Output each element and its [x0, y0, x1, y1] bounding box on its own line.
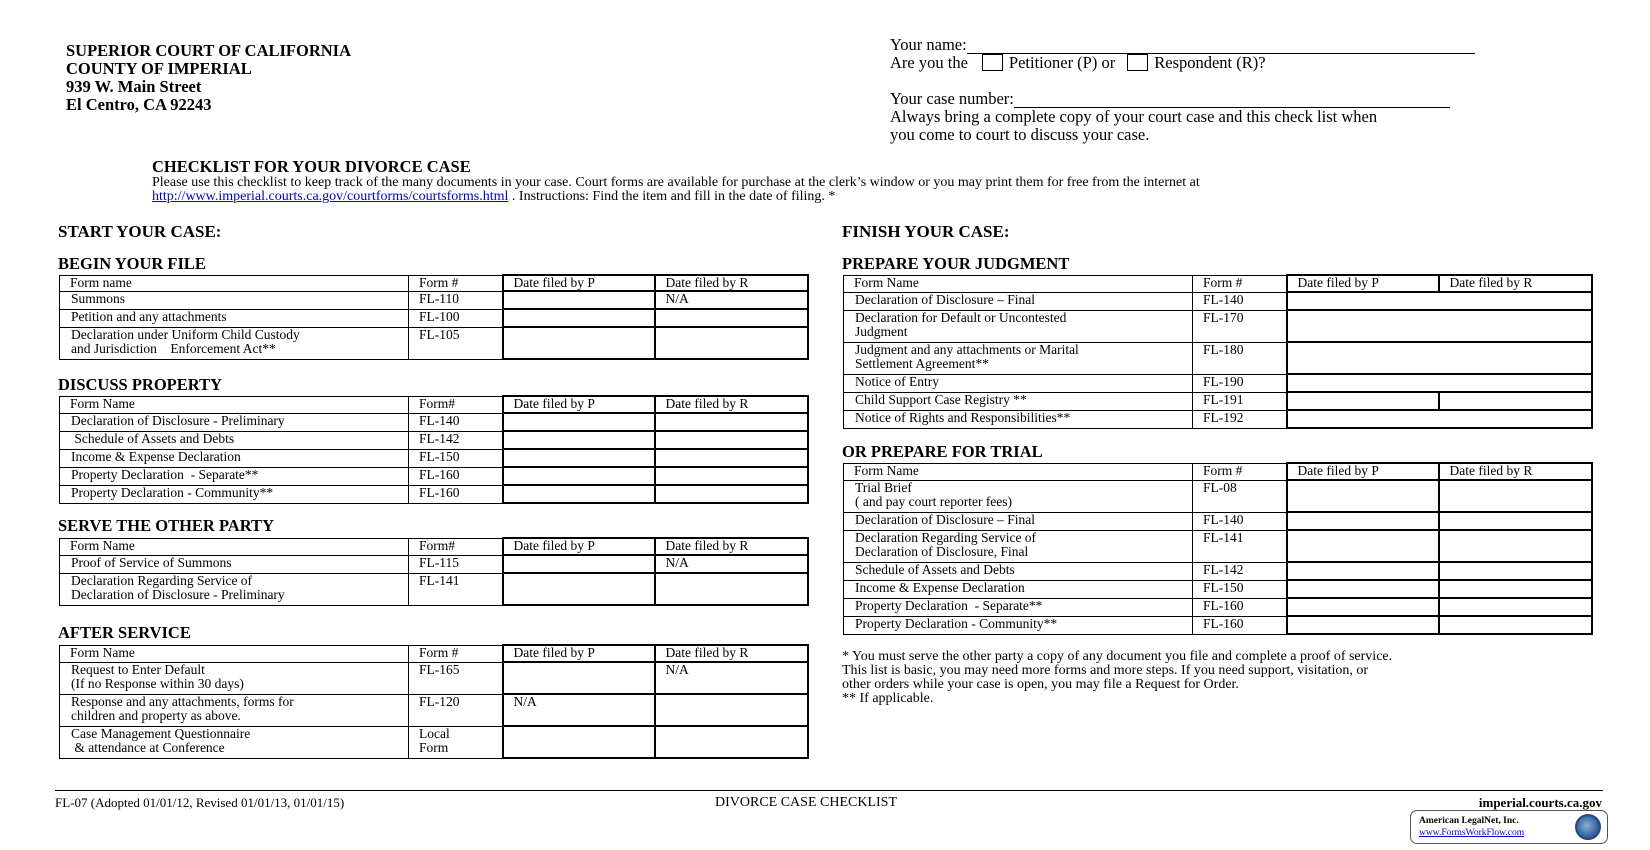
date-filed-p-cell[interactable]	[503, 431, 655, 449]
date-filed-p-cell[interactable]	[503, 449, 655, 467]
form-name-line: Declaration of Disclosure – Final	[855, 291, 1035, 307]
table-row	[60, 413, 808, 431]
form-name-line: Declaration Regarding Service of	[855, 529, 1037, 545]
form-name-cell	[844, 410, 1193, 428]
date-filed-p-cell[interactable]	[503, 327, 655, 359]
form-name-cell	[844, 530, 1193, 562]
form-name-line: and Jurisdiction Enforcement Act**	[71, 340, 276, 356]
form-name-line: Declaration Regarding Service of	[71, 572, 253, 588]
form-number-line: FL-192	[1203, 409, 1244, 425]
form-name-line: Judgment	[855, 323, 908, 339]
date-filed-r-cell[interactable]	[655, 694, 808, 726]
date-filed-r-cell[interactable]	[655, 413, 808, 431]
form-number-line: FL-150	[419, 448, 460, 464]
date-filed-cell[interactable]	[1287, 292, 1592, 310]
form-name-cell	[60, 467, 409, 485]
form-number-header: Form #	[409, 275, 503, 291]
date-filed-p-cell[interactable]	[503, 291, 655, 309]
form-number-line: FL-165	[419, 661, 460, 677]
court-county: COUNTY OF IMPERIAL	[66, 59, 252, 78]
form-number-cell	[409, 413, 503, 431]
date-filed-r-cell[interactable]	[1439, 480, 1592, 512]
table-header-row	[60, 645, 808, 662]
form-name-line: Declaration of Disclosure - Preliminary	[71, 586, 285, 602]
form-number-line: FL-160	[1203, 615, 1244, 631]
form-name-header: Form Name	[60, 645, 409, 662]
table-header-row	[844, 463, 1592, 480]
form-name-cell	[60, 431, 409, 449]
form-name-cell	[60, 726, 409, 758]
form-name-line: Declaration for Default or Uncontested	[855, 309, 1067, 325]
respondent-checkbox[interactable]	[1127, 54, 1148, 71]
form-number-line: FL-105	[419, 326, 460, 342]
form-name-line: Property Declaration - Community**	[71, 484, 274, 500]
date-filed-p-header: Date filed by P	[1287, 463, 1439, 480]
table-row	[844, 310, 1592, 342]
note-orders: other orders while your case is open, you may file a Request for Order.	[842, 677, 1239, 692]
form-name-cell	[844, 616, 1193, 634]
form-number-cell	[409, 662, 503, 694]
form-number-cell	[409, 467, 503, 485]
date-filed-p-cell[interactable]	[503, 555, 655, 573]
table-row	[60, 291, 808, 309]
party-question: Are you the	[890, 53, 968, 72]
table-row	[844, 374, 1592, 392]
form-number-cell	[409, 291, 503, 309]
form-number-header: Form #	[409, 645, 503, 662]
form-name-header: Form Name	[60, 396, 409, 413]
form-name-cell	[60, 485, 409, 503]
form-name-cell	[844, 392, 1193, 410]
form-name-header: Form Name	[844, 275, 1193, 292]
after-service-table	[59, 644, 809, 759]
date-filed-r-header: Date filed by R	[1439, 275, 1592, 292]
form-number-line: FL-150	[1203, 579, 1244, 595]
date-filed-cell[interactable]	[1287, 410, 1592, 428]
form-number-line: FL-142	[1203, 561, 1244, 577]
table-row	[844, 292, 1592, 310]
footnotes	[842, 650, 1602, 706]
form-name-header: Form Name	[844, 463, 1193, 480]
table-header-row	[60, 538, 808, 555]
form-name-cell	[844, 292, 1193, 310]
form-name-cell	[844, 310, 1193, 342]
form-number-line: FL-140	[419, 412, 460, 428]
date-filed-p-cell[interactable]	[1287, 580, 1439, 598]
form-name-line: ( and pay court reporter fees)	[855, 493, 1013, 509]
table-row	[844, 530, 1592, 562]
intro-text: Please use this checklist to keep track of the many documents in your case. Court forms are available for purchase at the clerk’s window or you may print them for free from the internet at	[152, 174, 1200, 190]
form-number-line: Local	[419, 725, 450, 741]
date-filed-r-cell[interactable]	[655, 431, 808, 449]
date-filed-p-cell[interactable]	[1287, 562, 1439, 580]
date-filed-r-cell[interactable]	[1439, 392, 1592, 410]
form-number-cell	[409, 485, 503, 503]
footer-website: imperial.courts.ca.gov	[1478, 795, 1602, 810]
logo-company-name: American LegalNet, Inc.	[1419, 816, 1519, 826]
begin-file-title: BEGIN YOUR FILE	[58, 254, 206, 273]
form-name-cell	[844, 374, 1193, 392]
form-name-line: Child Support Case Registry **	[855, 391, 1027, 407]
date-filed-p-cell[interactable]	[503, 485, 655, 503]
date-filed-cell[interactable]	[1287, 374, 1592, 392]
form-number-line: FL-08	[1203, 479, 1237, 495]
date-filed-r-cell[interactable]	[655, 573, 808, 605]
start-case-heading: START YOUR CASE:	[58, 222, 222, 241]
table-row	[60, 449, 808, 467]
form-number-cell	[1193, 562, 1287, 580]
date-filed-cell[interactable]	[1287, 310, 1592, 342]
form-name-line: Schedule of Assets and Debts	[855, 561, 1015, 577]
date-filed-p-cell[interactable]	[1287, 598, 1439, 616]
date-filed-r-header: Date filed by R	[1439, 463, 1592, 480]
form-name-line: Judgment and any attachments or Marital	[855, 341, 1079, 357]
form-number-header: Form#	[409, 538, 503, 555]
form-number-cell	[1193, 392, 1287, 410]
form-number-header: Form #	[1193, 463, 1287, 480]
date-filed-p-header: Date filed by P	[503, 645, 655, 662]
form-name-line: Property Declaration - Separate**	[71, 466, 259, 482]
table-row	[844, 598, 1592, 616]
begin-file-table	[59, 274, 809, 360]
case-number-label: Your case number:	[890, 89, 1014, 108]
form-name-line: Declaration of Disclosure - Preliminary	[71, 412, 285, 428]
form-name-cell	[844, 342, 1193, 374]
form-name-cell	[60, 694, 409, 726]
form-number-cell	[1193, 530, 1287, 562]
form-name-line: Notice of Entry	[855, 373, 939, 389]
form-revision: FL-07 (Adopted 01/01/12, Revised 01/01/13, 01/01/15)	[55, 795, 345, 810]
court-name: SUPERIOR COURT OF CALIFORNIA	[66, 41, 351, 60]
form-number-line: FL-160	[419, 466, 460, 482]
court-city: El Centro, CA 92243	[66, 95, 212, 114]
form-number-line: FL-140	[1203, 511, 1244, 527]
form-name-line: Income & Expense Declaration	[71, 448, 241, 464]
date-filed-r-cell[interactable]	[1439, 562, 1592, 580]
date-filed-p-cell[interactable]	[1287, 392, 1439, 410]
table-row	[60, 467, 808, 485]
table-row	[60, 694, 808, 726]
date-filed-r-cell[interactable]	[655, 327, 808, 359]
form-name-line: Proof of Service of Summons	[71, 554, 232, 570]
form-name-line: Summons	[71, 290, 126, 306]
form-name-line: Request to Enter Default	[71, 661, 205, 677]
table-row	[844, 392, 1592, 410]
form-name-line: Declaration of Disclosure – Final	[855, 511, 1035, 527]
form-name-cell	[844, 512, 1193, 530]
case-info	[890, 36, 1590, 144]
date-filed-p-cell[interactable]	[503, 413, 655, 431]
form-number-cell	[409, 694, 503, 726]
note-serve: * You must serve the other party a copy of any document you file and complete a proof of service.	[842, 649, 1393, 664]
form-name-cell	[60, 327, 409, 359]
form-name-line: Declaration under Uniform Child Custody	[71, 326, 300, 342]
date-filed-r-cell[interactable]	[1439, 512, 1592, 530]
table-row	[844, 480, 1592, 512]
form-name-line: Settlement Agreement**	[855, 355, 989, 371]
date-filed-p-cell[interactable]: N/A	[503, 694, 655, 726]
table-row	[60, 431, 808, 449]
date-filed-r-header: Date filed by R	[655, 396, 808, 413]
prepare-judgment-table	[843, 274, 1593, 429]
name-field[interactable]	[967, 39, 1475, 54]
form-number-line: FL-115	[419, 554, 459, 570]
date-filed-r-header: Date filed by R	[655, 645, 808, 662]
form-name-cell	[60, 662, 409, 694]
discuss-property-title: DISCUSS PROPERTY	[58, 375, 222, 394]
form-name-line: Declaration of Disclosure, Final	[855, 543, 1029, 559]
date-filed-p-cell[interactable]	[503, 467, 655, 485]
form-number-cell	[1193, 480, 1287, 512]
form-name-cell	[60, 413, 409, 431]
table-row	[844, 410, 1592, 428]
court-address	[66, 42, 351, 114]
logo-url: www.FormsWorkFlow.com	[1419, 828, 1525, 838]
form-number-line: FL-100	[419, 308, 460, 324]
american-legalnet-logo[interactable]	[1410, 810, 1608, 844]
form-name-cell	[60, 449, 409, 467]
form-number-header: Form #	[1193, 275, 1287, 292]
date-filed-p-cell[interactable]	[503, 726, 655, 758]
form-name-cell	[844, 562, 1193, 580]
checklist-intro	[152, 157, 1602, 205]
date-filed-r-cell[interactable]	[655, 467, 808, 485]
table-row	[60, 573, 808, 605]
prepare-trial-title: OR PREPARE FOR TRIAL	[842, 442, 1043, 461]
form-name-line: Response and any attachments, forms for	[71, 693, 294, 709]
form-number-cell	[409, 449, 503, 467]
table-header-row	[844, 275, 1592, 292]
form-number-cell	[409, 327, 503, 359]
form-name-line: Property Declaration - Separate**	[855, 597, 1043, 613]
form-number-line: FL-190	[1203, 373, 1244, 389]
form-number-line: FL-120	[419, 693, 460, 709]
date-filed-r-cell[interactable]: N/A	[655, 662, 808, 694]
form-number-cell	[1193, 292, 1287, 310]
date-filed-r-cell[interactable]: N/A	[655, 555, 808, 573]
date-filed-p-cell[interactable]	[1287, 530, 1439, 562]
date-filed-p-cell[interactable]	[503, 309, 655, 327]
footer-title: DIVORCE CASE CHECKLIST	[715, 795, 898, 810]
table-row	[60, 309, 808, 327]
prepare-trial-table	[843, 462, 1593, 635]
form-name-header: Form name	[60, 275, 409, 291]
form-number-cell	[1193, 580, 1287, 598]
form-name-line: children and property as above.	[71, 707, 241, 723]
date-filed-p-header: Date filed by P	[503, 275, 655, 291]
date-filed-r-cell[interactable]	[1439, 616, 1592, 634]
table-row	[844, 342, 1592, 374]
court-street: 939 W. Main Street	[66, 77, 202, 96]
date-filed-r-cell[interactable]	[1439, 598, 1592, 616]
after-service-title: AFTER SERVICE	[58, 623, 191, 642]
form-number-cell	[409, 555, 503, 573]
respondent-label: Respondent (R)?	[1154, 53, 1266, 72]
table-row	[844, 562, 1592, 580]
date-filed-p-header: Date filed by P	[503, 396, 655, 413]
petitioner-label: Petitioner (P) or	[1008, 53, 1116, 72]
table-row	[60, 485, 808, 503]
serve-party-title: SERVE THE OTHER PARTY	[58, 516, 274, 535]
form-number-line: FL-170	[1203, 309, 1244, 325]
form-name-cell	[844, 480, 1193, 512]
date-filed-r-cell[interactable]	[1439, 530, 1592, 562]
form-number-line: Form	[419, 739, 449, 755]
form-name-line: & attendance at Conference	[71, 739, 225, 755]
form-number-line: FL-140	[1203, 291, 1244, 307]
form-number-line: FL-141	[419, 572, 460, 588]
form-number-cell	[1193, 374, 1287, 392]
date-filed-r-cell[interactable]	[655, 309, 808, 327]
form-name-cell	[60, 555, 409, 573]
date-filed-p-cell[interactable]	[503, 662, 655, 694]
globe-icon	[1575, 814, 1601, 840]
form-number-cell	[1193, 616, 1287, 634]
table-row	[844, 580, 1592, 598]
form-number-line: FL-191	[1203, 391, 1244, 407]
form-number-cell	[409, 726, 503, 758]
date-filed-cell[interactable]	[1287, 342, 1592, 374]
date-filed-r-cell[interactable]	[655, 485, 808, 503]
form-name-line: Income & Expense Declaration	[855, 579, 1025, 595]
form-number-cell	[409, 309, 503, 327]
table-header-row	[60, 275, 808, 291]
form-number-cell	[1193, 310, 1287, 342]
date-filed-r-cell[interactable]	[655, 449, 808, 467]
date-filed-p-cell[interactable]	[1287, 616, 1439, 634]
finish-case-heading: FINISH YOUR CASE:	[842, 222, 1010, 241]
form-number-line: FL-160	[419, 484, 460, 500]
form-number-line: FL-142	[419, 430, 460, 446]
form-name-cell	[60, 309, 409, 327]
date-filed-r-header: Date filed by R	[655, 275, 808, 291]
case-number-field[interactable]	[1014, 93, 1450, 108]
serve-party-table	[59, 537, 809, 606]
form-number-cell	[1193, 512, 1287, 530]
reminder-line-1: Always bring a complete copy of your court case and this check list when	[890, 107, 1378, 126]
court-forms-link[interactable]: http://www.imperial.courts.ca.gov/courtforms/courtsforms.html	[152, 189, 509, 204]
checklist-title: CHECKLIST FOR YOUR DIVORCE CASE	[152, 157, 471, 176]
instructions-text: . Instructions: Find the item and fill in the date of filing. *	[511, 189, 836, 204]
note-if-applicable: ** If applicable.	[842, 691, 934, 706]
form-name-line: Property Declaration - Community**	[855, 615, 1058, 631]
reminder-line-2: you come to court to discuss your case.	[890, 125, 1150, 144]
date-filed-p-cell[interactable]	[503, 573, 655, 605]
table-row	[60, 662, 808, 694]
form-name-line: Notice of Rights and Responsibilities**	[855, 409, 1071, 425]
form-name-cell	[844, 580, 1193, 598]
form-name-cell	[60, 291, 409, 309]
form-number-cell	[1193, 410, 1287, 428]
form-number-cell	[409, 573, 503, 605]
date-filed-r-cell[interactable]	[655, 726, 808, 758]
table-row	[60, 327, 808, 359]
table-row	[844, 616, 1592, 634]
form-number-cell	[1193, 598, 1287, 616]
table-row	[60, 555, 808, 573]
form-number-line: FL-160	[1203, 597, 1244, 613]
form-name-line: Case Management Questionnaire	[71, 725, 251, 741]
date-filed-r-cell[interactable]: N/A	[655, 291, 808, 309]
date-filed-p-header: Date filed by P	[1287, 275, 1439, 292]
form-number-header: Form#	[409, 396, 503, 413]
form-number-cell	[409, 431, 503, 449]
form-name-header: Form Name	[60, 538, 409, 555]
prepare-judgment-title: PREPARE YOUR JUDGMENT	[842, 254, 1070, 273]
name-label: Your name:	[890, 35, 967, 54]
table-row	[844, 512, 1592, 530]
form-name-line: Trial Brief	[855, 479, 912, 495]
form-name-line: Schedule of Assets and Debts	[71, 430, 235, 446]
note-basic: This list is basic, you may need more forms and more steps. If you need support, visitation, or	[842, 663, 1369, 678]
form-number-line: FL-141	[1203, 529, 1244, 545]
date-filed-p-cell[interactable]	[1287, 480, 1439, 512]
date-filed-r-header: Date filed by R	[655, 538, 808, 555]
form-number-cell	[1193, 342, 1287, 374]
form-number-line: FL-110	[419, 290, 459, 306]
date-filed-r-cell[interactable]	[1439, 580, 1592, 598]
footer-rule	[55, 790, 1603, 791]
discuss-property-table	[59, 395, 809, 504]
table-row	[60, 726, 808, 758]
form-name-line: (If no Response within 30 days)	[71, 675, 244, 691]
form-name-cell	[60, 573, 409, 605]
table-header-row	[60, 396, 808, 413]
petitioner-checkbox[interactable]	[982, 54, 1003, 71]
form-number-line: FL-180	[1203, 341, 1244, 357]
form-name-cell	[844, 598, 1193, 616]
date-filed-p-cell[interactable]	[1287, 512, 1439, 530]
date-filed-p-header: Date filed by P	[503, 538, 655, 555]
form-name-line: Petition and any attachments	[71, 308, 227, 324]
